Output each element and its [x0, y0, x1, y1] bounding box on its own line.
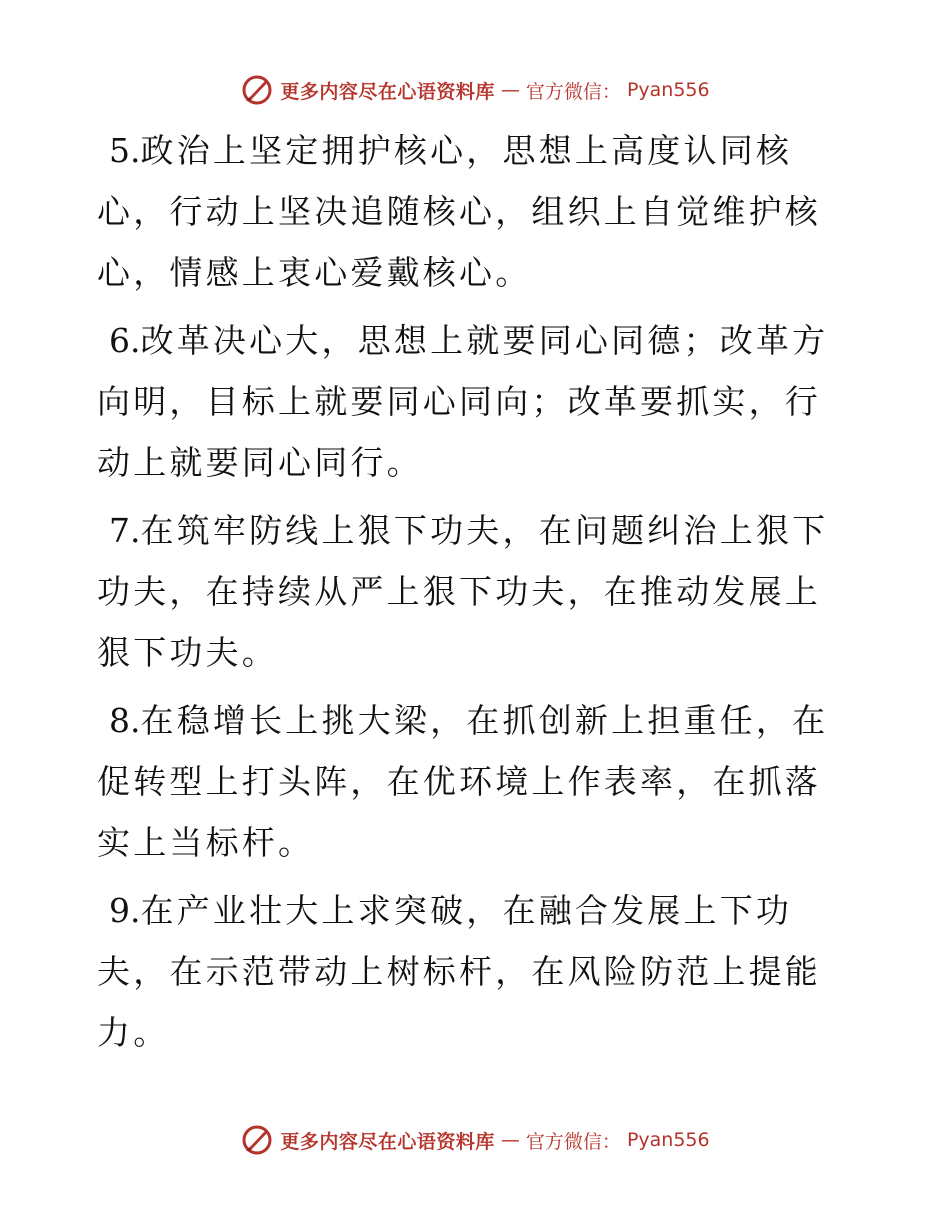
document-body — [97, 120, 857, 1070]
quill-pen-logo-icon — [240, 1123, 274, 1157]
paragraph-number: 7. — [109, 511, 141, 550]
watermark-separator: — — [500, 79, 520, 101]
paragraph-6 — [97, 310, 857, 493]
footer-watermark — [0, 1120, 950, 1160]
watermark-wechat-id: Pyan556 — [626, 1129, 710, 1151]
paragraph-number: 6. — [109, 321, 141, 360]
paragraph-number: 5. — [109, 131, 141, 170]
watermark-main-text: 更多内容尽在心语资料库 — [280, 1130, 495, 1153]
paragraph-text: 在产业壮大上求突破，在融合发展上下功夫，在示范带动上树标杆，在风险防范上提能力。 — [97, 891, 821, 1052]
watermark-separator: — — [500, 1129, 520, 1151]
watermark-main-text: 更多内容尽在心语资料库 — [280, 80, 495, 103]
watermark-official-label: 官方微信： — [525, 80, 621, 103]
quill-pen-logo-icon — [240, 73, 274, 107]
header-watermark — [0, 70, 950, 110]
watermark-official-label: 官方微信： — [525, 1130, 621, 1153]
paragraph-number: 8. — [109, 701, 141, 740]
paragraph-text: 政治上坚定拥护核心，思想上高度认同核心，行动上坚决追随核心，组织上自觉维护核心，情感上衷心爱戴核心。 — [97, 131, 821, 292]
paragraph-text: 改革决心大，思想上就要同心同德；改革方向明，目标上就要同心同向；改革要抓实，行动上就要同心同行。 — [97, 321, 829, 482]
paragraph-text: 在稳增长上挑大梁，在抓创新上担重任，在促转型上打头阵，在优环境上作表率，在抓落实上当标杆。 — [97, 701, 829, 862]
paragraph-text: 在筑牢防线上狠下功夫，在问题纠治上狠下功夫，在持续从严上狠下功夫，在推动发展上狠下功夫。 — [97, 511, 829, 672]
paragraph-5 — [97, 120, 857, 303]
paragraph-7 — [97, 500, 857, 683]
paragraph-number: 9. — [109, 891, 141, 930]
paragraph-8 — [97, 690, 857, 873]
paragraph-9 — [97, 880, 857, 1063]
watermark-wechat-id: Pyan556 — [626, 79, 710, 101]
